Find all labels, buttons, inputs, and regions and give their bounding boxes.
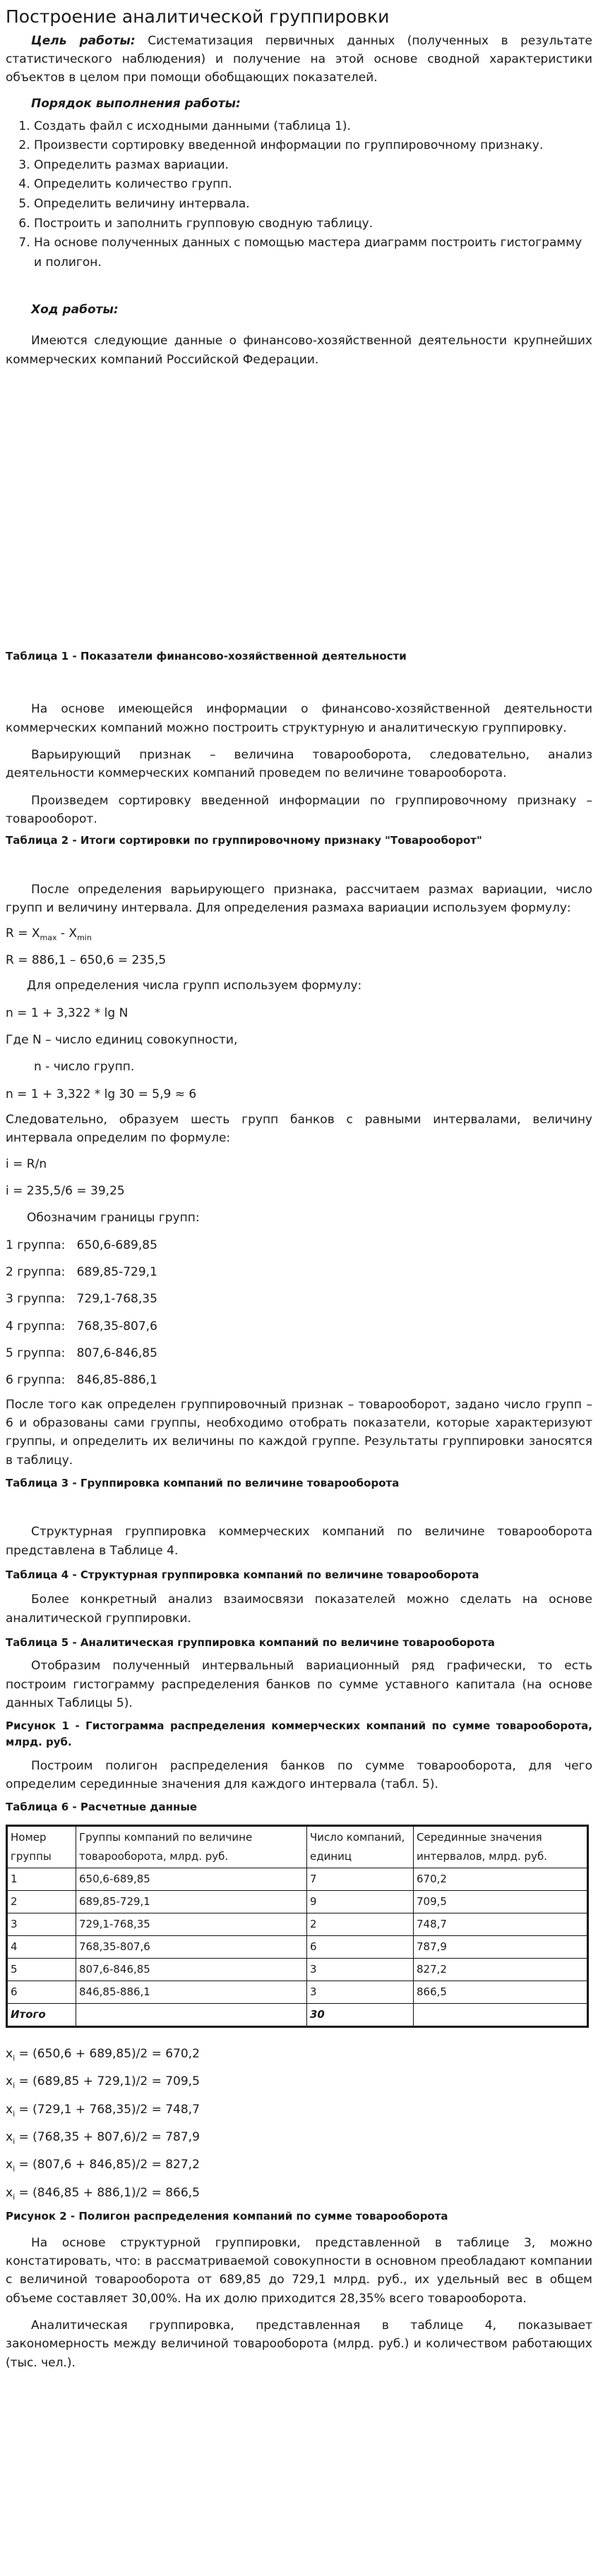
table-cell: 9 [307,1890,414,1913]
table-cell: 2 [7,1890,76,1913]
var-x: x [6,2102,13,2117]
table-row [7,1958,588,1981]
header-cell: Серединные значения интервалов, млрд. руб. [414,1825,588,1868]
structure-paragraph: На основе имеющейся информации о финансово-хозяйственной деятельности коммерческих компаний можно построить структурную и аналитическую группировку. [6,702,592,735]
order-label: Порядок выполнения работы: [31,96,241,111]
header-cell: Число компаний, единиц [307,1825,414,1868]
table-cell: 5 [7,1958,76,1981]
table-row [7,1981,588,2003]
group-range: 650,6-689,85 [76,1238,157,1252]
list-item: 5. Определить величину интервала. [34,195,592,214]
var-x: x [6,2074,13,2089]
midpoint-expr: = (846,85 + 886,1)/2 = 866,5 [15,2185,200,2200]
list-item [6,2072,592,2091]
list-item: 2. Произвести сортировку введенной информации по группировочному признаку. [34,136,592,156]
list-item [6,2045,592,2064]
formula-mid: - X [56,926,78,941]
table-cell: 709,5 [414,1890,588,1913]
histogram-paragraph: Отобразим полученный интервальный вариационный ряд графически, то есть построим гистограмму распределения банков по сумме уставного капитала (на основе данных Таблицы 5). [6,1659,592,1710]
group-range: 689,85-729,1 [76,1264,157,1279]
var-index: i [13,2192,16,2202]
table-row [7,1913,588,1935]
list-item [6,2128,592,2147]
conclusion-paragraph-1: На основе структурной группировки, представленной в таблице 3, можно констатировать, что: в рассматриваемой совокупности в основном преобладают компании с величиной товарооборота от 689,85 до 729,1 млрд. руб., их удельный вес в общем объеме составляет 30,00%. На их долю приходится 28,35% всего товарооборота. [6,2235,592,2306]
analysis-paragraph: Более конкретный анализ взаимосвязи показателей можно сделать на основе аналитической группировки. [6,1592,592,1626]
table-cell: 4 [7,1935,76,1958]
midpoint-expr: = (729,1 + 768,35)/2 = 748,7 [15,2102,200,2117]
table-cell: 807,6-846,85 [76,1958,307,1981]
steps-list [6,117,592,272]
interval-paragraph: Следовательно, образуем шесть групп банков с равными интервалами, величину интервала определим по формуле: [6,1112,592,1146]
var-index: i [13,2081,16,2091]
range-calc: R = 886,1 – 650,6 = 235,5 [6,953,167,967]
table-cell: 7 [307,1868,414,1890]
groups-formula-paragraph: Для определения числа групп используем формулу: [27,979,362,993]
list-item [6,1290,592,1308]
midpoint-expr: = (650,6 + 689,85)/2 = 670,2 [15,2046,200,2061]
header-cell: Номер группы [7,1825,76,1868]
table-cell: 1 [7,1868,76,1890]
table-header-row [7,1825,588,1868]
fig1-caption: Рисунок 1 - Гистограмма распределения коммерческих компаний по сумме товарооборота, млрд. руб. [6,1719,592,1749]
table-cell [414,2003,588,2026]
goal-text: Систематизация первичных данных (полученных в результате статистического наблюдения) и получение на этой основе сводной характеристики объектов в целом при помощи обобщающих показателей. [6,33,593,85]
group-name: 5 группа: [6,1346,66,1360]
var-index: i [13,2164,16,2174]
table4-caption: Таблица 4 - Структурная группировка компаний по величине товарооборота [6,1568,479,1581]
var-index: i [13,2053,16,2063]
table-row [7,1935,588,1958]
group-range: 729,1-768,35 [76,1292,157,1307]
formula-min: min [77,933,92,943]
list-item [6,2184,592,2203]
var-x: x [6,2185,13,2200]
var-x: x [6,2129,13,2144]
table-cell [76,2003,307,2026]
fig2-caption: Рисунок 2 - Полигон распределения компаний по сумме товарооборота [6,2210,448,2223]
table-cell: 3 [7,1913,76,1935]
where-n-groups: n - число групп. [34,1060,135,1075]
list-item: 3. Определить размах вариации. [34,156,592,176]
progress-intro: Имеются следующие данные о финансово-хозяйственной деятельности крупнейших коммерческих компаний Российской Федерации. [6,334,592,367]
table5-caption: Таблица 5 - Аналитическая группировка компаний по величине товарооборота [6,1635,495,1649]
table-cell: 6 [307,1935,414,1958]
table-cell: 3 [307,1981,414,2003]
table-total-row [7,2003,588,2026]
list-item [6,2155,592,2175]
midpoint-expr: = (768,35 + 807,6)/2 = 787,9 [15,2129,200,2144]
table3-caption: Таблица 3 - Группировка компаний по величине товарооборота [6,1477,400,1490]
list-item: 6. Построить и заполнить групповую сводную таблицу. [34,214,592,234]
list-item [6,1371,592,1389]
n-calc: n = 1 + 3,322 * lg 30 = 5,9 ≈ 6 [6,1087,197,1101]
group-name: 6 группа: [6,1373,66,1388]
formula-lhs: R = X [6,926,40,941]
table-cell: 748,7 [414,1913,588,1935]
list-item [6,1317,592,1336]
list-item [6,1263,592,1281]
table-cell: 670,2 [414,1868,588,1890]
midpoint-list [6,2045,592,2203]
page-title: Построение аналитической группировки [6,6,390,27]
group-name: 1 группа: [6,1238,66,1252]
header-cell: Группы компаний по величине товарооборота, млрд. руб. [76,1825,307,1868]
table-cell: 30 [307,2003,414,2026]
i-calc: i = 235,5/6 = 39,25 [6,1183,125,1198]
table-cell: 827,2 [414,1958,588,1981]
table-cell: Итого [7,2003,76,2026]
struct-grouping-paragraph: Структурная группировка коммерческих компаний по величине товарооборота представлена в Таблице 4. [6,1525,592,1558]
group-range: 768,35-807,6 [76,1319,157,1334]
polygon-paragraph: Построим полигон распределения банков по сумме товарооборота, для чего определим серединные значения для каждого интервала (табл. 5). [6,1758,592,1792]
goal-paragraph [6,32,592,87]
table-cell: 787,9 [414,1935,588,1958]
group-name: 3 группа: [6,1292,66,1307]
table1-caption: Таблица 1 - Показатели финансово-хозяйственной деятельности [6,650,407,663]
midpoint-expr: = (689,85 + 729,1)/2 = 709,5 [15,2074,200,2089]
where-n-total: Где N – число единиц совокупности, [6,1032,238,1047]
progress-label: Ход работы: [31,303,119,318]
list-item [6,1236,592,1254]
var-x: x [6,2158,13,2172]
table-cell: 729,1-768,35 [76,1913,307,1935]
table-cell: 866,5 [414,1981,588,2003]
bounds-paragraph: Обозначим границы групп: [27,1211,200,1226]
feature-paragraph: Варьирующий признак – величина товарооборота, следовательно, анализ деятельности коммерческих компаний проведем по величине товарооборота. [6,748,592,781]
range-intro-paragraph: После определения варьирующего признака, рассчитаем размах вариации, число групп и величину интервала. Для определения размаха вариации используем формулу: [6,882,592,916]
midpoint-expr: = (807,6 + 846,85)/2 = 827,2 [15,2158,200,2172]
var-index: i [13,2108,16,2118]
after-groups-paragraph: После того как определен группировочный признак – товарооборот, задано число групп – 6 и образованы сами группы, необходимо отобрать показатели, которые характеризуют группы, и определить их величины по каждой группе. Результаты группировки заносятся в таблицу. [6,1397,592,1468]
calc-table [6,1825,589,2028]
table-cell: 846,85-886,1 [76,1981,307,2003]
table-cell: 2 [307,1913,414,1935]
goal-label: Цель работы: [31,33,136,48]
range-formula [6,924,592,943]
list-item: 1. Создать файл с исходными данными (таблица 1). [34,117,592,137]
group-name: 2 группа: [6,1264,66,1279]
list-item [6,1344,592,1362]
table-cell: 6 [7,1981,76,2003]
table-cell: 3 [307,1958,414,1981]
group-range: 807,6-846,85 [76,1346,157,1360]
list-item: 4. Определить количество групп. [34,175,592,195]
table-row [7,1890,588,1913]
list-item [6,2100,592,2120]
n-formula: n = 1 + 3,322 * lg N [6,1005,128,1020]
group-name: 4 группа: [6,1319,66,1334]
table-cell: 650,6-689,85 [76,1868,307,1890]
table-cell: 768,35-807,6 [76,1935,307,1958]
table-row [7,1868,588,1890]
sort-paragraph: Произведем сортировку введенной информации по группировочному признаку – товарооборот. [6,793,592,827]
table1-placeholder [6,369,592,648]
var-index: i [13,2136,16,2146]
document-page [0,6,598,2576]
group-range: 846,85-886,1 [76,1373,157,1388]
table-cell: 689,85-729,1 [76,1890,307,1913]
conclusion-paragraph-2: Аналитическая группировка, представленная в таблице 4, показывает закономерность между величиной товарооборота (млрд. руб.) и количеством работающих (тыс. чел.). [6,2318,592,2370]
table2-caption: Таблица 2 - Итоги сортировки по группировочному признаку "Товарооборот" [6,834,482,847]
list-item: 7. На основе полученных данных с помощью мастера диаграмм построить гистограмму и полигон. [34,234,592,272]
group-bounds-list [6,1236,592,1390]
table6-caption: Таблица 6 - Расчетные данные [6,1801,198,1814]
var-x: x [6,2046,13,2061]
formula-max: max [40,933,57,943]
i-formula: i = R/n [6,1156,47,1171]
